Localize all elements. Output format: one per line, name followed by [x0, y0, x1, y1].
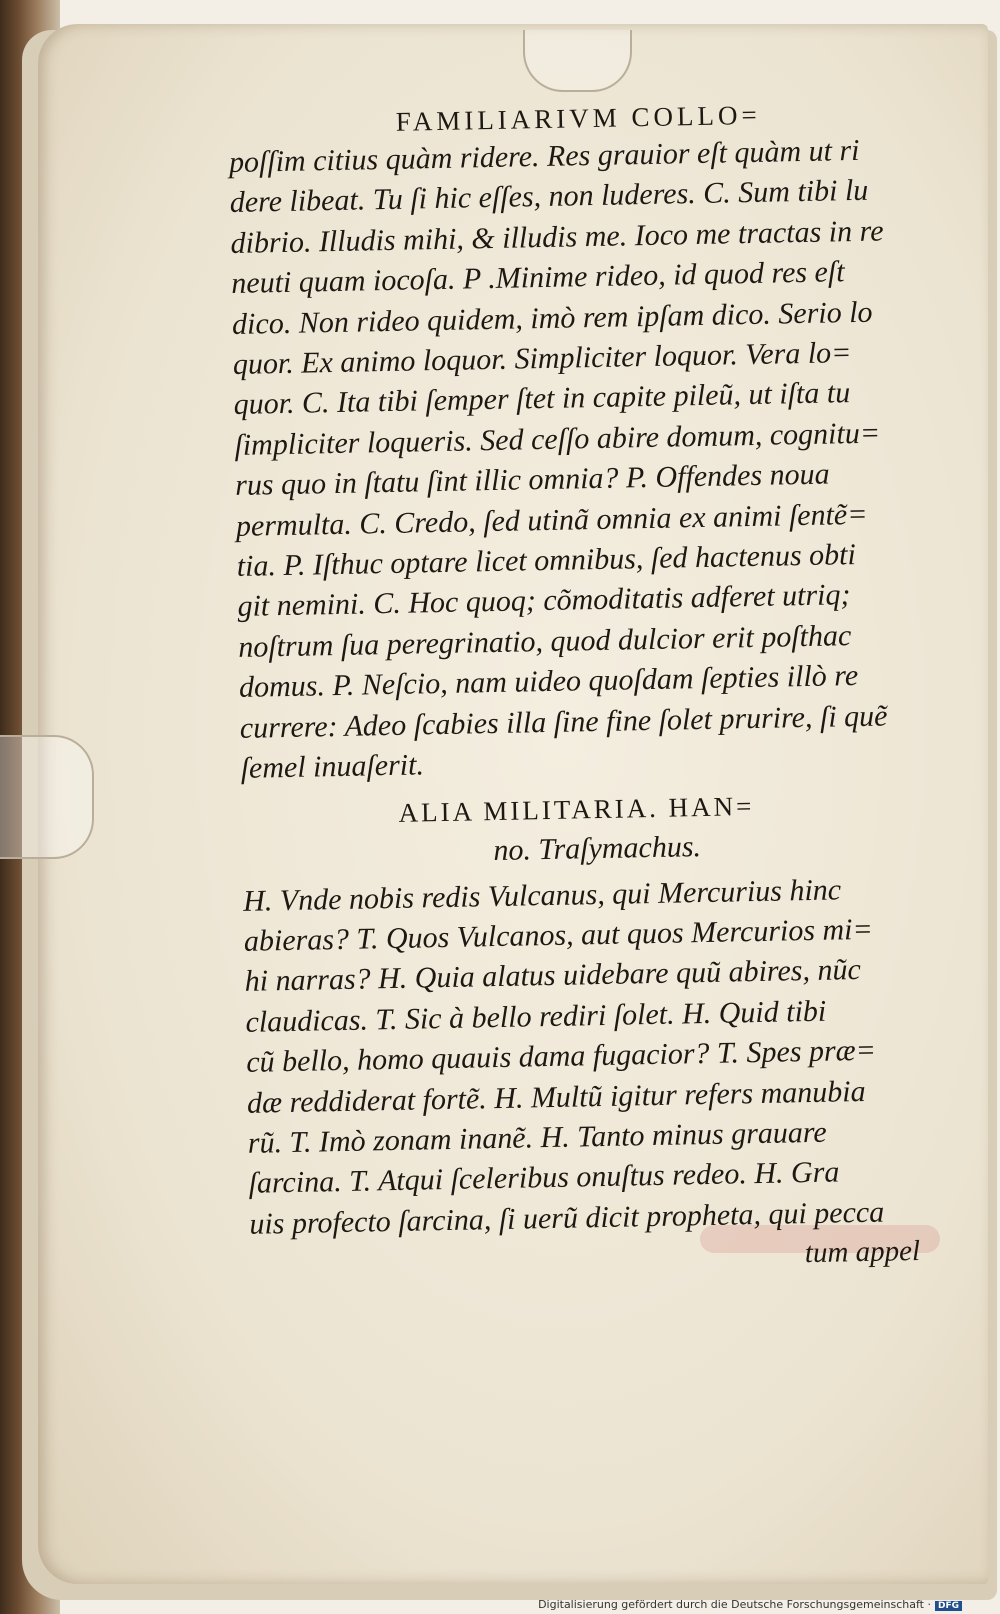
text-line: git nemini. C. Hoc quoq; cõmoditatis adferet utriq; — [237, 578, 851, 624]
text-line: currere: Adeo ſcabies illa ſine fine ſolet prurire, ſi quẽ — [239, 699, 888, 745]
footer-credit — [538, 1598, 962, 1611]
text-line: poſſim citius quàm ridere. Res grauior eſt quàm ut ri — [228, 133, 860, 179]
section-heading: ALIA MILITARIA. HAN= — [398, 790, 755, 828]
section-subheading: no. Traſymachus. — [493, 829, 702, 867]
text-line: dæ reddiderat fortẽ. H. Multũ igitur refers manubia — [246, 1074, 866, 1120]
text-line: tia. P. Iſthuc optare licet omnibus, ſed hactenus obti — [236, 538, 857, 583]
text-line: domus. P. Neſcio, nam uideo quoſdam ſepties illò re — [238, 659, 859, 705]
page-text — [228, 97, 920, 1283]
text-line: dico. Non rideo quidem, imò rem ipſam dico. Serio lo — [231, 295, 873, 341]
text-line: cũ bello, homo quauis dama fugacior? T. Spes præ= — [245, 1033, 877, 1079]
paragraph-bottom — [243, 868, 920, 1244]
text-line: H. Vnde nobis redis Vulcanus, qui Mercurius hinc — [242, 872, 842, 918]
text-line: ſimpliciter loqueris. Sed ceſſo abire domum, cognitu= — [234, 416, 881, 462]
text-line: dere libeat. Tu ſi hic eſſes, non luderes. C. Sum tibi lu — [229, 174, 869, 220]
text-line: uis profecto ſarcina, ſi uerũ dicit propheta, qui pecca — [249, 1195, 885, 1241]
text-line: noſtrum ſua peregrinatio, quod dulcior erit poſthac — [237, 619, 852, 664]
left-clip — [0, 735, 94, 859]
running-head: FAMILIARIVM COLLO= — [395, 99, 761, 137]
text-line: quor. Ex animo loquor. Simpliciter loquor. Vera lo= — [232, 336, 852, 381]
text-line: dibrio. Illudis mihi, & illudis me. Ioco me tractas in re — [230, 214, 884, 260]
text-line: neuti quam iocoſa. P .Minime rideo, id quod res eſt — [231, 255, 845, 301]
text-line: ſemel inuaſerit. — [240, 748, 425, 785]
footer-text: Digitalisierung gefördert durch die Deutsche Forschungsgemeinschaft · — [538, 1598, 931, 1611]
text-line: ſarcina. T. Atqui ſceleribus onuſtus redeo. H. Gra — [248, 1155, 840, 1201]
catchword: tum appel — [804, 1235, 921, 1270]
text-line: permulta. C. Credo, ſed utinã omnia ex animi ſentẽ= — [235, 497, 868, 543]
paragraph-top — [229, 130, 911, 789]
top-clip — [523, 30, 632, 92]
text-line: hi narras? H. Quia alatus uidebare quũ abires, nũc — [244, 953, 862, 999]
text-line: abieras? T. Quos Vulcanos, aut quos Mercurios mi= — [243, 912, 874, 958]
text-line: claudicas. T. Sic à bello rediri ſolet. H. Quid tibi — [245, 994, 827, 1039]
dfg-logo: DFG — [935, 1601, 962, 1611]
text-line: quor. C. Ita tibi ſemper ſtet in capite pileũ, ut iſta tu — [233, 376, 851, 422]
text-line: rũ. T. Imò zonam inanẽ. H. Tanto minus grauare — [247, 1115, 827, 1160]
text-line: rus quo in ſtatu ſint illic omnia? P. Offendes noua — [234, 457, 830, 503]
